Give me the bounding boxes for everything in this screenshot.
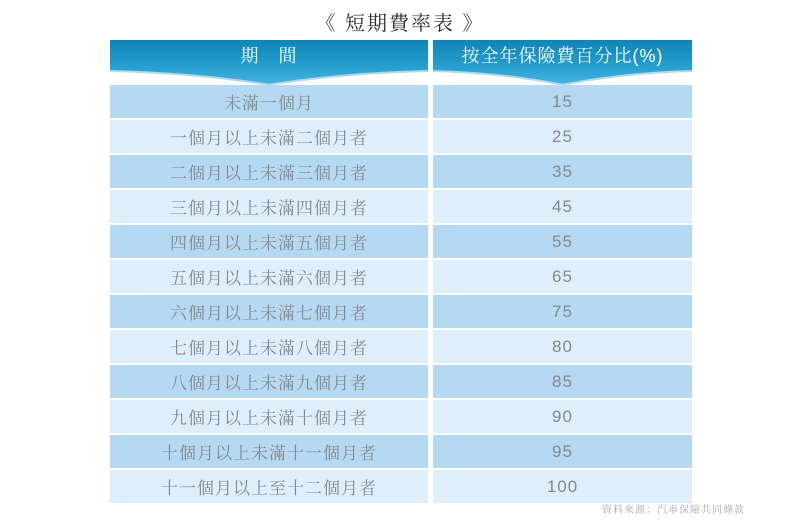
percent-cell <box>433 400 692 433</box>
percent-value: 80 <box>552 336 573 356</box>
header-cell-percent <box>433 40 692 86</box>
period-label: 三個月以上未滿四個月者 <box>170 199 368 218</box>
period-label: 十一個月以上至十二個月者 <box>161 479 377 498</box>
percent-value: 45 <box>552 196 573 216</box>
source-note: 資料來源：汽車保險共同條款 <box>602 505 745 516</box>
period-label: 九個月以上未滿十個月者 <box>170 409 368 428</box>
percent-cell <box>433 225 692 258</box>
period-label: 四個月以上未滿五個月者 <box>170 234 368 253</box>
percent-value: 15 <box>552 91 573 111</box>
percent-cell <box>433 365 692 398</box>
table-row <box>110 365 692 398</box>
table-row <box>110 85 692 118</box>
percent-cell <box>433 435 692 468</box>
header-cell-period <box>110 40 428 86</box>
table-row <box>110 190 692 223</box>
table-row <box>110 470 692 503</box>
period-cell <box>110 400 428 433</box>
table-row <box>110 225 692 258</box>
period-cell <box>110 435 428 468</box>
period-cell <box>110 155 428 188</box>
percent-value: 25 <box>552 126 573 146</box>
percent-cell <box>433 190 692 223</box>
table-row <box>110 295 692 328</box>
period-cell <box>110 120 428 153</box>
page-title: 《 短期費率表 》 <box>315 13 485 35</box>
table-row <box>110 330 692 363</box>
period-cell <box>110 85 428 118</box>
percent-value: 65 <box>552 266 573 286</box>
period-cell <box>110 225 428 258</box>
period-label: 五個月以上未滿六個月者 <box>170 269 368 288</box>
period-label: 八個月以上未滿九個月者 <box>170 374 368 393</box>
period-label: 十個月以上未滿十一個月者 <box>161 444 377 463</box>
percent-cell <box>433 155 692 188</box>
header-period-label: 期 間 <box>240 46 298 66</box>
percent-cell <box>433 295 692 328</box>
percent-cell <box>433 470 692 503</box>
table-row <box>110 155 692 188</box>
period-label: 六個月以上未滿七個月者 <box>170 304 368 323</box>
table-row <box>110 400 692 433</box>
period-label: 未滿一個月 <box>224 94 314 113</box>
percent-cell <box>433 120 692 153</box>
table-row <box>110 120 692 153</box>
percent-value: 95 <box>552 441 573 461</box>
table-row <box>110 435 692 468</box>
period-label: 七個月以上未滿八個月者 <box>170 339 368 358</box>
percent-cell <box>433 260 692 293</box>
percent-cell <box>433 85 692 118</box>
period-label: 一個月以上未滿二個月者 <box>170 129 368 148</box>
header-percent-label: 按全年保險費百分比(%) <box>461 46 664 66</box>
percent-value: 35 <box>552 161 573 181</box>
period-cell <box>110 260 428 293</box>
percent-value: 75 <box>552 301 573 321</box>
period-cell <box>110 365 428 398</box>
period-label: 二個月以上未滿三個月者 <box>170 164 368 183</box>
percent-value: 90 <box>552 406 573 426</box>
table-body <box>110 85 692 505</box>
table-header <box>110 40 692 86</box>
period-cell <box>110 330 428 363</box>
percent-value: 85 <box>552 371 573 391</box>
period-cell <box>110 295 428 328</box>
table-row <box>110 260 692 293</box>
percent-cell <box>433 330 692 363</box>
period-cell <box>110 190 428 223</box>
period-cell <box>110 470 428 503</box>
percent-value: 100 <box>546 476 579 496</box>
percent-value: 55 <box>552 231 573 251</box>
